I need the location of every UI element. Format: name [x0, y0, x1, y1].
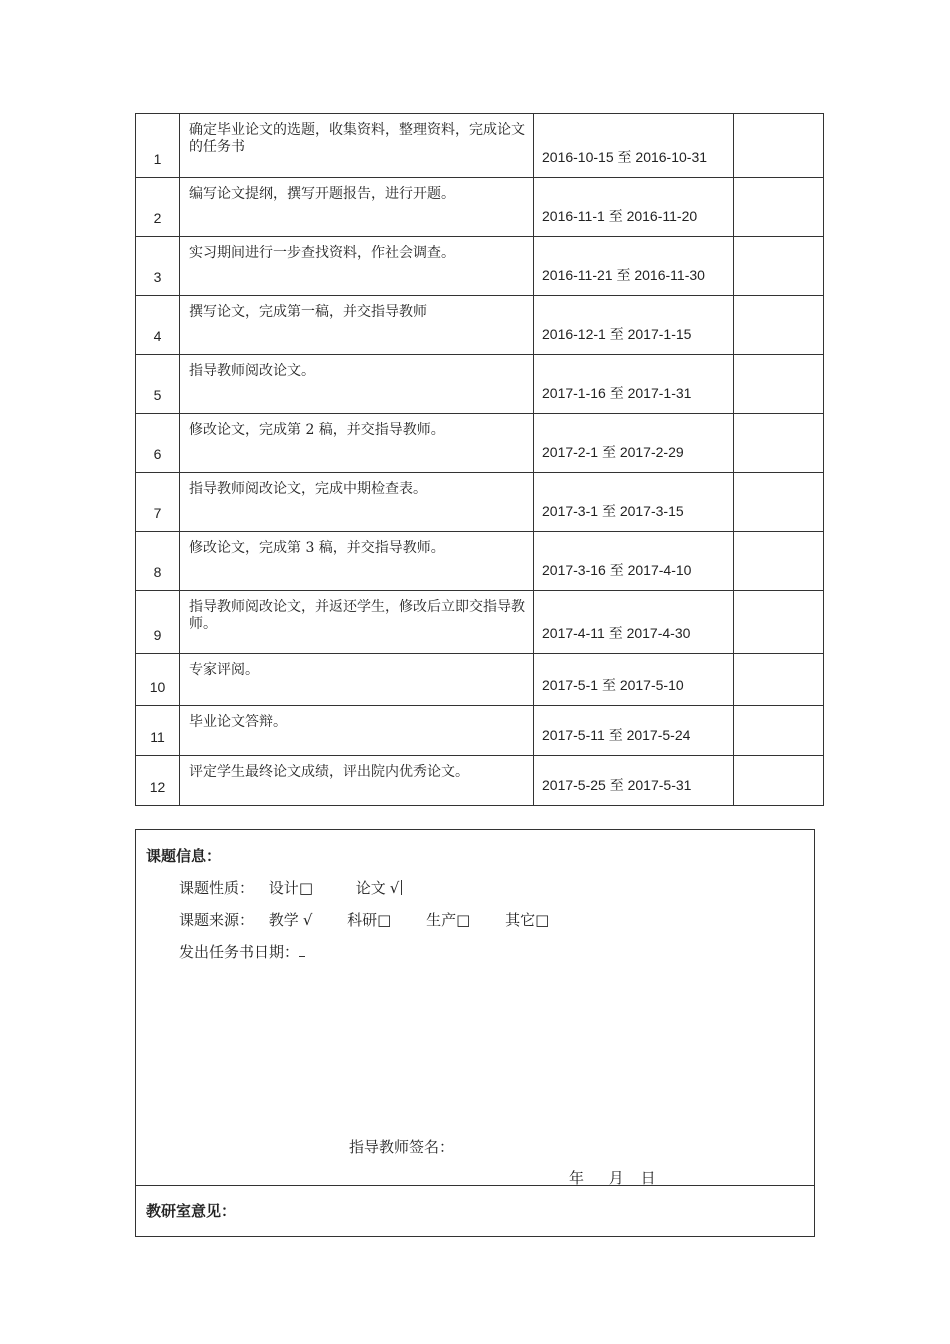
department-opinion-section	[136, 1186, 814, 1236]
date-separator: 至	[609, 563, 624, 579]
date-range	[534, 237, 734, 296]
row-number: 2	[136, 178, 180, 237]
date-range	[534, 473, 734, 532]
remarks-cell[interactable]	[734, 355, 824, 414]
date-to: 2017-4-10	[627, 562, 692, 578]
topic-source-line	[179, 909, 549, 930]
date-range	[534, 654, 734, 706]
table-row	[136, 237, 824, 296]
row-number: 10	[136, 654, 180, 706]
nature-option-thesis[interactable]: 论文 √	[356, 877, 403, 898]
remarks-cell[interactable]	[734, 473, 824, 532]
date-separator: 至	[601, 445, 616, 461]
task-description: 修改论文，完成第 2 稿，并交指导教师。	[180, 414, 534, 473]
date-separator: 至	[609, 327, 624, 343]
row-number: 3	[136, 237, 180, 296]
checkbox-unchecked-icon: □	[456, 911, 471, 929]
date-from: 2016-12-1	[542, 326, 606, 342]
task-description: 指导教师阅改论文。	[180, 355, 534, 414]
issue-date-line	[179, 941, 305, 962]
nature-option-design[interactable]: 设计□	[268, 879, 313, 897]
date-separator: 至	[609, 386, 624, 402]
signature-date	[569, 1167, 656, 1188]
day-label: 日	[640, 1169, 656, 1187]
row-number: 6	[136, 414, 180, 473]
text-cursor	[401, 880, 402, 895]
checkbox-unchecked-icon: □	[535, 911, 550, 929]
task-description: 确定毕业论文的选题，收集资料，整理资料，完成论文的任务书	[180, 114, 534, 178]
date-to: 2017-5-31	[627, 777, 692, 793]
date-range	[534, 591, 734, 654]
date-range	[534, 532, 734, 591]
date-to: 2016-11-30	[634, 267, 705, 283]
table-row	[136, 414, 824, 473]
date-to: 2017-5-10	[619, 677, 684, 693]
table-row	[136, 114, 824, 178]
date-range	[534, 756, 734, 806]
date-separator: 至	[609, 778, 624, 794]
date-from: 2017-3-1	[542, 503, 599, 519]
date-from: 2017-2-1	[542, 444, 599, 460]
checkbox-unchecked-icon: □	[298, 879, 313, 897]
source-option-production[interactable]: 生产□	[426, 911, 471, 929]
row-number: 4	[136, 296, 180, 355]
date-to: 2017-4-30	[626, 625, 691, 641]
task-description: 指导教师阅改论文，并返还学生，修改后立即交指导教师。	[180, 591, 534, 654]
remarks-cell[interactable]	[734, 296, 824, 355]
date-from: 2017-3-16	[542, 562, 606, 578]
date-range	[534, 414, 734, 473]
date-range	[534, 114, 734, 178]
date-to: 2017-1-15	[627, 326, 692, 342]
month-label: 月	[608, 1169, 624, 1187]
table-row	[136, 532, 824, 591]
date-to: 2017-5-24	[626, 727, 691, 743]
date-separator: 至	[617, 150, 632, 166]
department-opinion-heading: 教研室意见：	[146, 1202, 237, 1220]
date-to: 2016-10-31	[635, 149, 708, 165]
date-range	[534, 706, 734, 756]
remarks-cell[interactable]	[734, 178, 824, 237]
topic-nature-line	[179, 877, 402, 898]
topic-info-box	[135, 829, 815, 1237]
task-description: 评定学生最终论文成绩，评出院内优秀论文。	[180, 756, 534, 806]
checkmark-icon: √	[302, 911, 313, 929]
date-range	[534, 296, 734, 355]
remarks-cell[interactable]	[734, 756, 824, 806]
advisor-signature-label: 指导教师签名：	[349, 1138, 455, 1156]
remarks-cell[interactable]	[734, 591, 824, 654]
remarks-cell[interactable]	[734, 654, 824, 706]
table-row	[136, 296, 824, 355]
date-from: 2017-5-25	[542, 777, 606, 793]
table-row	[136, 706, 824, 756]
topic-info-section	[136, 830, 814, 1186]
date-to: 2017-3-15	[619, 503, 684, 519]
date-separator: 至	[601, 504, 616, 520]
date-separator: 至	[601, 678, 616, 694]
row-number: 1	[136, 114, 180, 178]
table-row	[136, 756, 824, 806]
checkmark-icon: √	[389, 879, 400, 897]
table-row	[136, 591, 824, 654]
remarks-cell[interactable]	[734, 414, 824, 473]
row-number: 9	[136, 591, 180, 654]
date-range	[534, 178, 734, 237]
row-number: 11	[136, 706, 180, 756]
date-separator: 至	[608, 626, 623, 642]
table-row	[136, 355, 824, 414]
source-option-other[interactable]: 其它□	[505, 911, 550, 929]
date-to: 2017-2-29	[619, 444, 684, 460]
date-from: 2016-10-15	[542, 149, 614, 165]
date-from: 2017-5-11	[542, 727, 605, 743]
topic-nature-label: 课题性质：	[179, 879, 255, 897]
date-from: 2016-11-21	[542, 267, 613, 283]
issue-date-label: 发出任务书日期：	[179, 943, 300, 961]
checkbox-unchecked-icon: □	[377, 911, 392, 929]
year-label: 年	[569, 1169, 585, 1187]
topic-info-heading: 课题信息：	[146, 847, 222, 865]
date-from: 2017-1-16	[542, 385, 606, 401]
table-row	[136, 178, 824, 237]
date-separator: 至	[608, 728, 623, 744]
row-number: 12	[136, 756, 180, 806]
date-from: 2017-4-11	[542, 625, 605, 641]
date-from: 2016-11-1	[542, 208, 605, 224]
remarks-cell[interactable]	[734, 532, 824, 591]
date-range	[534, 355, 734, 414]
task-description: 毕业论文答辩。	[180, 706, 534, 756]
table-row	[136, 473, 824, 532]
task-description: 指导教师阅改论文，完成中期检查表。	[180, 473, 534, 532]
remarks-cell[interactable]	[734, 706, 824, 756]
row-number: 5	[136, 355, 180, 414]
schedule-table	[135, 113, 824, 806]
task-description: 撰写论文，完成第一稿，并交指导教师	[180, 296, 534, 355]
date-separator: 至	[608, 209, 623, 225]
source-option-research[interactable]: 科研□	[347, 911, 392, 929]
row-number: 7	[136, 473, 180, 532]
task-description: 修改论文，完成第 3 稿，并交指导教师。	[180, 532, 534, 591]
date-to: 2017-1-31	[627, 385, 692, 401]
issue-date-field[interactable]	[299, 944, 305, 957]
task-description: 实习期间进行一步查找资料，作社会调查。	[180, 237, 534, 296]
task-description: 编写论文提纲，撰写开题报告，进行开题。	[180, 178, 534, 237]
task-description: 专家评阅。	[180, 654, 534, 706]
remarks-cell[interactable]	[734, 114, 824, 178]
remarks-cell[interactable]	[734, 237, 824, 296]
date-separator: 至	[616, 268, 631, 284]
topic-source-label: 课题来源：	[179, 911, 255, 929]
row-number: 8	[136, 532, 180, 591]
date-to: 2016-11-20	[626, 208, 698, 224]
source-option-teaching[interactable]: 教学 √	[268, 911, 313, 929]
table-row	[136, 654, 824, 706]
date-from: 2017-5-1	[542, 677, 599, 693]
